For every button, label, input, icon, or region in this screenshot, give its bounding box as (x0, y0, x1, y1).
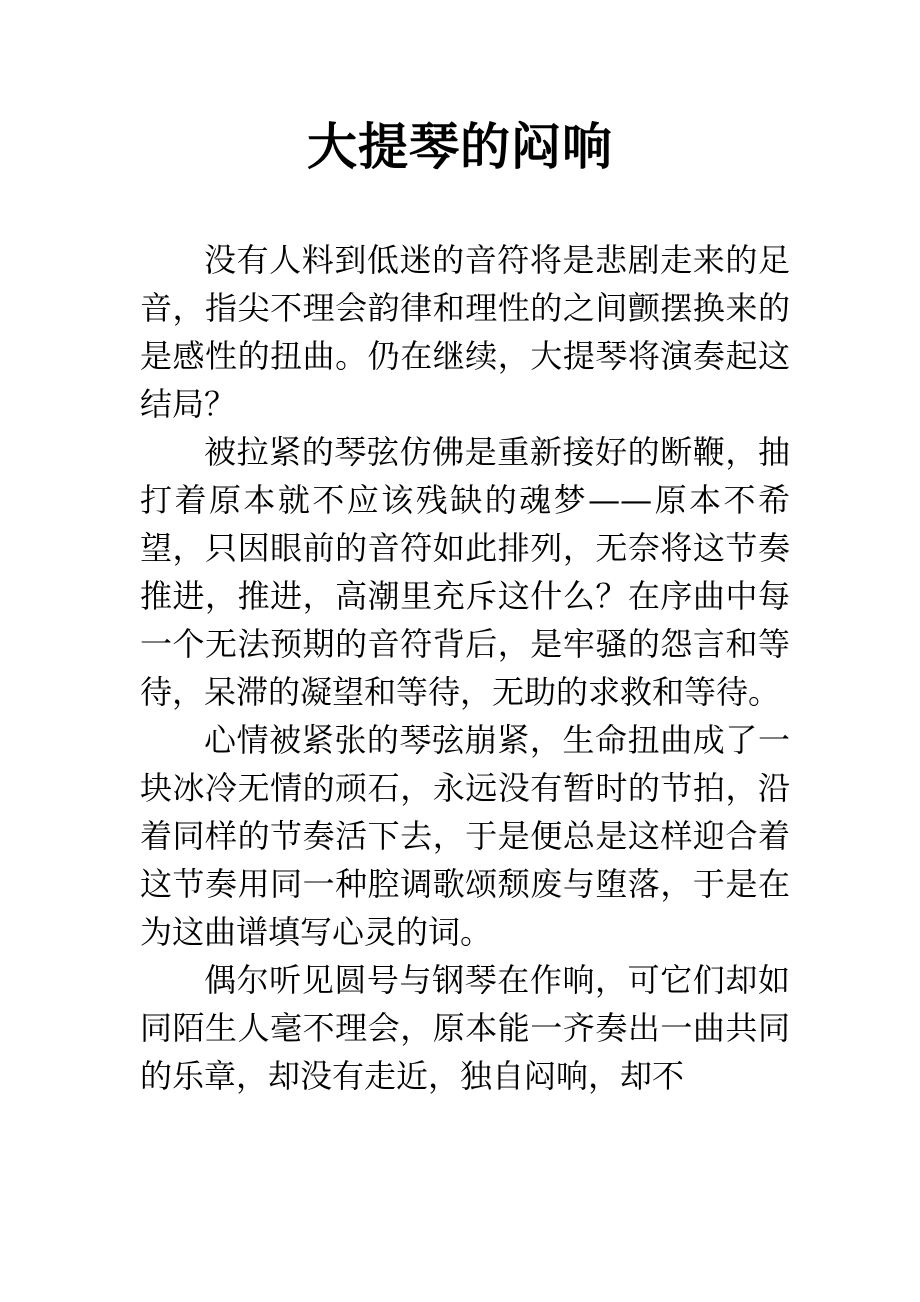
paragraph-1: 没有人料到低迷的音符将是悲剧走来的足音，指尖不理会韵律和理性的之间颤摆换来的是感性的扭曲。仍在继续，大提琴将演奏起这结局？ (140, 241, 790, 423)
article-body (140, 236, 790, 1100)
paragraph-3: 心情被紧张的琴弦崩紧，生命扭曲成了一块冰冷无情的顽石，永远没有暂时的节拍，沿着同样的节奏活下去，于是便总是这样迎合着这节奏用同一种腔调歌颂颓废与堕落，于是在为这曲谱填写心灵的词。 (140, 721, 790, 951)
page-title: 大提琴的闷响 (307, 118, 613, 176)
paragraph-2: 被拉紧的琴弦仿佛是重新接好的断鞭，抽打着原本就不应该残缺的魂梦——原本不希望，只因眼前的音符如此排列，无奈将这节奏推进，推进，高潮里充斥这什么？在序曲中每一个无法预期的音符背后，是牢骚的怨言和等待，呆滞的凝望和等待，无助的求救和等待。 (140, 433, 790, 711)
paragraph-4: 偶尔听见圆号与钢琴在作响，可它们却如同陌生人毫不理会，原本能一齐奏出一曲共同的乐章，却没有走近，独自闷响，却不 (140, 961, 790, 1095)
